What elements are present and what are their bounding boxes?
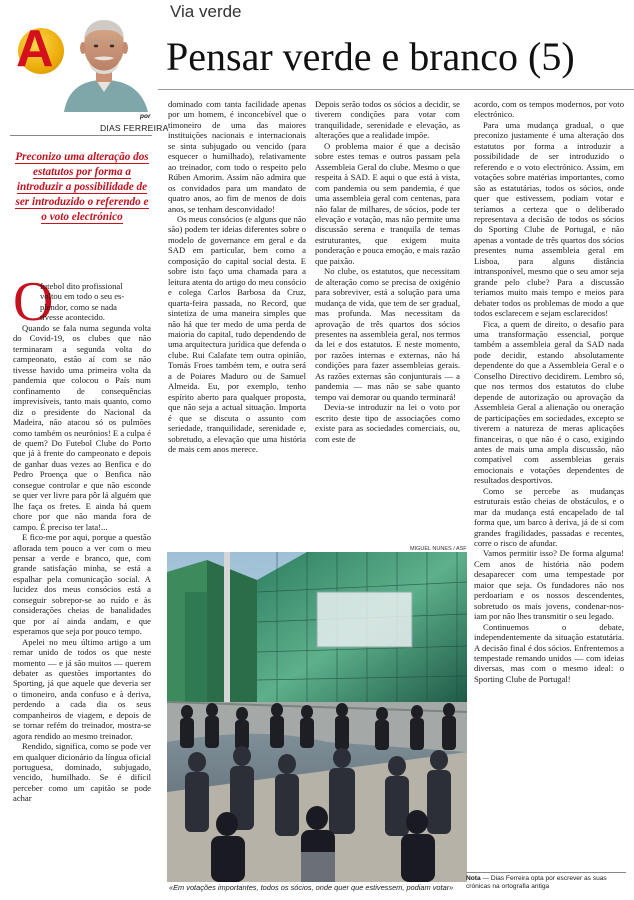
author-name: DIAS FERREIRA bbox=[100, 123, 169, 133]
column-1 bbox=[13, 323, 151, 804]
author-note bbox=[466, 875, 632, 892]
lead-line: tivesse acontecido. bbox=[40, 312, 105, 323]
paragraph: Para uma mudança gradual, o que preconizo justamente é uma alteração dos estatutos por forma a introduzir a possibilidade de ser introduzido o referendo e o voto electrónico. Assim, em votações sobre matérias importantes, como são as estatutárias, todos os sócios, onde quer que estivessem, podiam votar e teríamos a certeza que o deliberado representava a decisão de todos os sócios do Sporting Clube de Portugal, e não apenas a vontade de três quartos dos sócios presentes numa assembleia geral em Lisboa, para alguns distância intransponível, mesmo que o seu amor seja grande pelo clube? Para a discussão teríamos muito mais tempo e meios para debater todos os problemas de modo a que todos esclarecem e sejam esclarecidos! bbox=[474, 119, 624, 319]
divider bbox=[10, 135, 152, 136]
note-text: — Dias Ferreira opta por escrever as suas crónicas na ortografia antiga bbox=[466, 875, 607, 891]
column-1-lead bbox=[40, 281, 151, 323]
pull-quote bbox=[13, 150, 151, 225]
divider bbox=[158, 89, 634, 90]
drop-cap: O bbox=[13, 271, 54, 333]
lead-line: plendor, como se nada bbox=[40, 301, 117, 312]
page-title: Pensar verde e branco (5) bbox=[166, 34, 575, 79]
divider bbox=[466, 872, 626, 873]
paragraph: E fico-me por aqui, porque a questão aflorada tem pouco a ver com o meu pensar a verde e branco, que, com grande satisfação minha, se está a espalhar pela comunicação social. A lucidez dos meus consócios está a conseguir sobrepor-se ao ruído e às considerações cheias de banalidades que por aí ainda andam, e que esperamos que seja por pouco tempo. bbox=[13, 532, 151, 637]
pull-quote-text: Preconizo uma alteração dos estatutos por forma a introduzir a possibilidade de ser introduzido o referendo e o voto electrónico bbox=[15, 151, 149, 224]
stadium-photo bbox=[167, 552, 467, 882]
author-box bbox=[0, 0, 152, 112]
paragraph: Vamos permitir isso? De forma alguma! Cem anos de história não podem desaparecer com uma tempestade por maior que seja. Os fundadores não nos perdoariam e os nossos descendentes, sobretudo os mais jovens, condenar-nos-iam por não lhes transmitir o seu legado. bbox=[474, 548, 624, 622]
paragraph: dominado com tanta facilidade apenas por um homem, é inconcebível que o timoneiro de uma das maiores instituições nacionais e internacionais se sinta subjugado ou vencido (para esquecer o humilhado), relativamente ao treinador, com todo o respeito pelo Rúben Amorim. Assim não admira que os convidados para um mandato de quatro anos, ao fim de menos de dois anos, se tenham desconvidado! bbox=[168, 99, 306, 214]
paragraph: Apelei no meu último artigo a um remar unido de todos os que neste momento — e já são muitos — querem debater as questões importantes do Sporting, já que aquele que deveria ser o timoneiro, anda confuso e à deriva, perdendo a cada dia os seus companheiros de viagem, e depois de se tornar refém do treinador, mostra-se agora rendido ao mesmo treinador. bbox=[13, 636, 151, 741]
paragraph: Depois serão todos os sócios a decidir, se tiverem condições para votar com tranquilidade, serenidade e elevação, as alterações que a realidade impõe. bbox=[315, 99, 460, 141]
lead-line: futebol dito profissional bbox=[40, 281, 123, 291]
logo-letter: A bbox=[16, 20, 54, 78]
paragraph: acordo, com os tempos modernos, por voto electrónico. bbox=[474, 99, 624, 120]
paragraph: Quando se fala numa segunda volta do Covid-19, os clubes que não terminaram a segunda volta do campeonato, estão aí com se não tivesse havido uma primeira volta da pandemia que colocou o País num confinamento de consequências imprevisíveis, tanto mais quanto, como diz o presidente do Nacional da Madeira, não atacou só os pulmões como também os neurónios! E a culpa é de quem? Do Futebol Clube do Porto que já à frente do campeonato e depois de ganhar duas vezes ao Benfica e do Pedro Proença que o Benfica não consegue controlar e que não esconde se quer ver livre para pôr lá alguém que lhe faça os fretes. E ainda há quem chore por que não manda fora de campo. É preciso ter lata!... bbox=[13, 323, 151, 532]
paragraph: Continuemos o debate, independentemente da situação estatutária. A decisão final é dos sócios. Enfrentemos a tempestade remando unidos — com ideias diversas, mas com o mesmo ideal: o Sporting Clube de Portugal! bbox=[474, 621, 624, 684]
lead-line: voltou em todo o seu es- bbox=[40, 291, 125, 302]
author-photo bbox=[58, 10, 150, 112]
paragraph: Como se percebe as mudanças estruturais estão cheias de obstáculos, e o mar da mudança está encapelado de tal forma que, um barco à deriva, já de si com grandes fragilidades, passadas e recentes, corre o risco de afundar. bbox=[474, 485, 624, 549]
note-label: Nota bbox=[466, 875, 481, 882]
photo-caption: «Em votações importantes, todos os sócios, onde quer que estivessem, podiam votar» bbox=[169, 883, 454, 892]
column-3 bbox=[315, 99, 460, 444]
photo-credit: MIGUEL NUNES / ASF bbox=[410, 546, 467, 552]
paragraph: Fica, a quem de direito, o desafio para uma transformação essencial, porque também a assembleia geral da SAD nada pode decidir, estando absolutamente dependente do que a Assembleia Geral e o Conselho Directivo decidirem. Lembro só, que nos termos dos estatutos do clube depende de autorização ou aprovação da Assembleia Geral a alienação ou oneração de participações em sociedades, excepto se tiverem a natureza de meras aplicações financeiras, o que não é o caso, exigindo antes de mais uma ampla discussão, não compatível com assembleias gerais emocionais e votações dependentes de resultados desportivos. bbox=[474, 318, 624, 486]
column-2 bbox=[168, 99, 306, 454]
paragraph: Rendido, significa, como se pode ver em qualquer dicionário da língua oficial portuguesa, dominado, subjugado, vencido, humilhado. Se é difícil perceber como um capitão se pode achar bbox=[13, 741, 151, 804]
paragraph: O problema maior é que a decisão sobre estes temas e outros passam pela Assembleia Geral do clube. Mesmo o que respeita à SAD. E aqui o que está à vista, com pandemia ou sem pandemia, é que uma assembleia geral com centenas, para não falar de milhares, de sócios, pode ter elevação e votação, mas não permite uma discussão serena e tranquila de temas estruturantes, que exigem muita ponderação e pouca emoção, e mais razão que paixão. bbox=[315, 140, 460, 266]
column-4 bbox=[474, 99, 624, 684]
paragraph: No clube, os estatutos, que necessitam de alteração como se precisa de oxigénio para sobreviver, está a solução para uma mudança de vida, que tem de ser gradual, mas profunda. Mas necessitam da aprovação de três quartos dos sócios presentes na assembleia geral, nos termos da lei e dos estatutos. E neste momento, por razões internas e externas, não há condições para fazer assembleias gerais. As razões externas são conjunturais — a pandemia — mas não se sabe quanto tempo vai demorar ou quando terminará! bbox=[315, 266, 460, 402]
paragraph: Devia-se introduzir na lei o voto por escrito deste tipo de associações como existe para as sociedades comerciais, ou, com este de bbox=[315, 402, 460, 444]
byline-prefix: por bbox=[140, 113, 151, 120]
stadium-photo-illustration bbox=[167, 552, 467, 882]
paragraph: Os meus consócios (e alguns que não são) podem ter ideias diferentes sobre o modelo de governance em geral e da SAD em particular, bem como a composição do capital social desta. E sobre isto faço uma chamada para a leitura atenta do artigo do meu consócio e colega Carlos Barbosa da Cruz, quarta-feira passada, no Record, que sintetiza de uma maneira simples que não há que ter medo de uma perda de maioria do capital, tudo dependendo de uma arquitectura jurídica que defenda o clube. Rui Calafate tem outra opinião, Tomás Froes também tem, e outra será a de Poiares Maduro ou de Samuel Almeida. Eu, por exemplo, tenho espírito aberto para qualquer proposta, que não seja a actual situação. Importa é que se discuta o assunto com seriedade, tranquilidade, serenidade e, sobretudo, a elevação que uma história de mais cem anos merece. bbox=[168, 213, 306, 454]
section-label: Via verde bbox=[170, 2, 242, 21]
